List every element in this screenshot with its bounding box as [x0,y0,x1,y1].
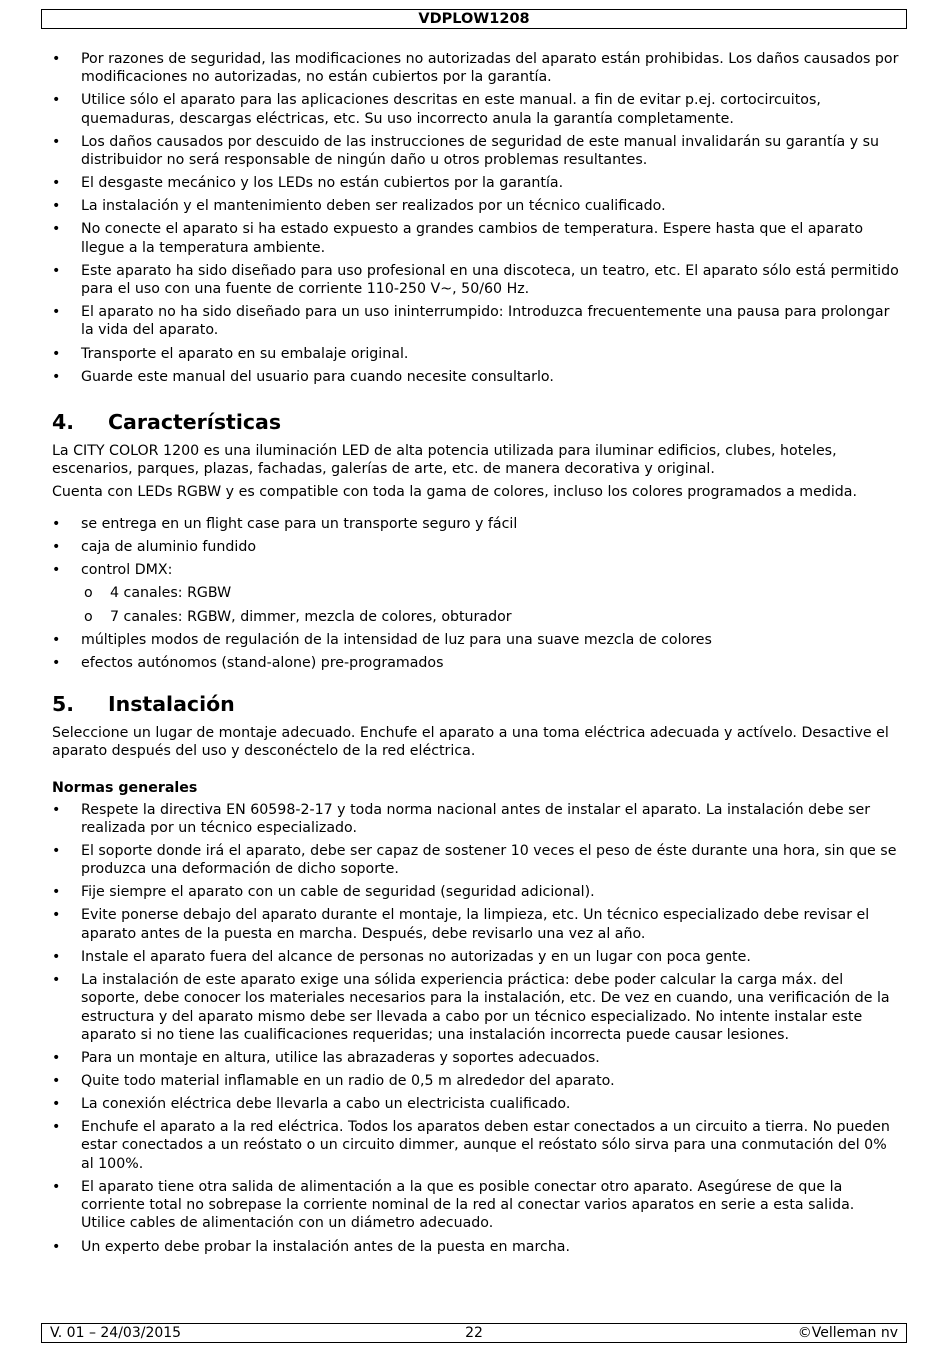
list-item [52,197,902,215]
bullet-icon: o [84,608,93,625]
section-5-heading [52,691,902,717]
list-item [52,368,902,386]
list-item [52,1118,902,1173]
list-item [52,262,902,299]
features-list-continued [52,631,902,672]
bullet-icon: • [52,304,61,321]
document-header [41,9,907,29]
list-item [52,801,902,838]
bullet-icon: • [52,51,61,67]
bullet-icon: • [52,133,61,150]
bullet-icon: • [52,1178,61,1195]
list-item [52,1072,902,1090]
list-item-text: efectos autónomos (stand-alone) pre-programados [81,654,444,671]
list-item-text: Respete la directiva EN 60598-2-17 y toda norma nacional antes de instalar el aparato. La instalación debe ser realizada por un técnico especializado. [81,801,871,836]
list-item-text: Utilice sólo el aparato para las aplicaciones descritas en este manual. a fin de evitar p.ej. cortocircuitos, quemaduras, descargas eléctricas, etc. Su uso incorrecto anula la garantía completamente. [81,92,821,127]
list-item [52,584,902,602]
list-item-text: La conexión eléctrica debe llevarla a cabo un electricista cualificado. [81,1096,571,1113]
bullet-icon: • [52,345,61,362]
document-title: VDPLOW1208 [418,11,530,27]
bullet-icon: • [52,221,61,238]
bullet-icon: • [52,1049,61,1066]
list-item [52,303,902,340]
list-item [52,654,902,672]
list-item-text: La instalación y el mantenimiento deben ser realizados por un técnico cualificado. [81,198,666,215]
list-item-text: Enchufe el aparato a la red eléctrica. Todos los aparatos deben estar conectados a un circuito a tierra. No pueden estar conectados a un reóstato o un circuito dimmer, aunque el reóstato sólo sirva para una conmutación del 0% al 100%. [81,1119,890,1172]
list-item-text: Guarde este manual del usuario para cuando necesite consultarlo. [81,368,554,385]
list-item [52,133,902,170]
dmx-modes-list [52,584,902,625]
page-number: 22 [465,1325,483,1341]
list-item [52,948,902,966]
list-item-text: La instalación de este aparato exige una sólida experiencia práctica: debe poder calcular la carga máx. del soporte, debe conocer los materiales necesarios para la instalación, etc. De vez en cuando, una verificación de la estructura y del aparato mismo debe ser llevada a cabo por un técnico especializado. No intente instalar este aparato si no tiene las cualificaciones requeridas; una instalación incorrecta puede causar lesiones. [81,971,890,1043]
section-4-heading [52,409,902,435]
list-item [52,345,902,363]
list-item-text: El aparato tiene otra salida de alimentación a la que es posible conectar otro aparato. Asegúrese de que la corriente total no sobrepase la corriente nominal de la red al conectar varios aparatos en serie a esta salida. Utilice cables de alimentación con un diámetro adecuado. [81,1178,855,1232]
general-rules-list [52,801,902,1256]
list-item-text: Un experto debe probar la instalación antes de la puesta en marcha. [81,1238,571,1255]
bullet-icon: • [52,884,61,901]
bullet-icon: • [52,1072,61,1089]
list-item [52,220,902,257]
list-item-text: Instale el aparato fuera del alcance de personas no autorizadas y en un lugar con poca gente. [81,948,751,965]
list-item-text: control DMX: [81,562,173,579]
bullet-icon: • [52,1096,61,1113]
list-item [52,842,902,879]
list-item [52,883,902,901]
list-item-text: Evite ponerse debajo del aparato durante el montaje, la limpieza, etc. Un técnico especializado debe revisar el aparato antes de la puesta en marcha. Después, debe revisarlo una vez al año. [81,907,870,942]
bullet-icon: • [52,948,61,965]
bullet-icon: • [52,198,61,215]
list-item [52,1178,902,1233]
list-item [52,1049,902,1067]
list-item [52,1238,902,1256]
list-item [52,1095,902,1113]
list-item [52,971,902,1044]
list-item [52,91,902,128]
list-item [52,174,902,192]
list-item-text: El soporte donde irá el aparato, debe ser capaz de sostener 10 veces el peso de éste durante una hora, sin que se produzca una deformación de dicho soporte. [81,842,897,878]
section-5-paragraph-1: Seleccione un lugar de montaje adecuado. Enchufe el aparato a una toma eléctrica adecuada y actívelo. Desactive el aparato después del uso y desconéctelo de la red eléctrica. [52,724,889,760]
list-item-text: se entrega en un flight case para un transporte seguro y fácil [81,516,518,533]
section-number: 5. [52,691,75,716]
list-item-text: Para un montaje en altura, utilice las abrazaderas y soportes adecuados. [81,1049,600,1066]
list-item [52,538,902,556]
list-item-text: Este aparato ha sido diseñado para uso profesional en una discoteca, un teatro, etc. El aparato sólo está permitido para el uso con una fuente de corriente 110-250 V~, 50/60 Hz. [81,262,899,298]
bullet-icon: • [52,654,61,671]
list-item-text: Transporte el aparato en su embalaje original. [81,345,409,362]
list-item-text: 4 canales: RGBW [110,585,232,602]
list-item-text: Quite todo material inflamable en un radio de 0,5 m alrededor del aparato. [81,1072,615,1089]
bullet-icon: o [84,585,93,602]
bullet-icon: • [52,1119,61,1136]
bullet-icon: • [52,631,61,648]
list-item-text: El aparato no ha sido diseñado para un uso ininterrumpido: Introduzca frecuentemente una pausa para prolongar la vida del aparato. [81,304,890,339]
bullet-icon: • [52,516,61,533]
bullet-icon: • [52,175,61,192]
copyright: ©Velleman nv [797,1325,898,1341]
general-rules-subheading: Normas generales [52,780,198,797]
safety-list [52,50,902,386]
bullet-icon: • [52,92,61,109]
list-item [52,50,902,87]
bullet-icon: • [52,539,61,556]
bullet-icon: • [52,368,61,385]
list-item-text: Los daños causados por descuido de las instrucciones de seguridad de este manual invalidarán su garantía y su distribuidor no será responsable de ningún daño u otros problemas resultantes. [81,133,879,169]
list-item-text: Fije siempre el aparato con un cable de seguridad (seguridad adicional). [81,884,595,901]
bullet-icon: • [52,801,61,818]
bullet-icon: • [52,971,61,988]
list-item-text: 7 canales: RGBW, dimmer, mezcla de colores, obturador [110,608,512,625]
bullet-icon: • [52,562,61,579]
list-item [52,608,902,626]
section-number: 4. [52,409,75,434]
bullet-icon: • [52,262,61,279]
features-list [52,515,902,579]
list-item-text: caja de aluminio fundido [81,539,257,556]
section-4-paragraph-1: La CITY COLOR 1200 es una iluminación LED de alta potencia utilizada para iluminar edificios, clubes, hoteles, escenarios, parques, plazas, fachadas, galerías de arte, etc. de manera decorativa y original. [52,442,837,478]
list-item-text: múltiples modos de regulación de la intensidad de luz para una suave mezcla de colores [81,631,712,648]
list-item [52,561,902,579]
section-title: Instalación [108,691,235,716]
list-item [52,906,902,943]
list-item-text: El desgaste mecánico y los LEDs no están cubiertos por la garantía. [81,175,564,192]
document-footer [41,1323,907,1343]
bullet-icon: • [52,907,61,924]
list-item-text: No conecte el aparato si ha estado expuesto a grandes cambios de temperatura. Espere hasta que el aparato llegue a la temperatura ambiente. [81,221,864,256]
section-4-paragraph-2: Cuenta con LEDs RGBW y es compatible con toda la gama de colores, incluso los colores programados a medida. [52,484,857,501]
version-date: V. 01 – 24/03/2015 [50,1325,182,1341]
list-item [52,515,902,533]
bullet-icon: • [52,1238,61,1255]
bullet-icon: • [52,842,61,859]
section-title: Características [108,409,282,434]
list-item [52,631,902,649]
list-item-text: Por razones de seguridad, las modificaciones no autorizadas del aparato están prohibidas. Los daños causados por modificaciones no autorizadas, no están cubiertos por la garantía. [81,51,899,86]
page-content [52,50,902,1261]
